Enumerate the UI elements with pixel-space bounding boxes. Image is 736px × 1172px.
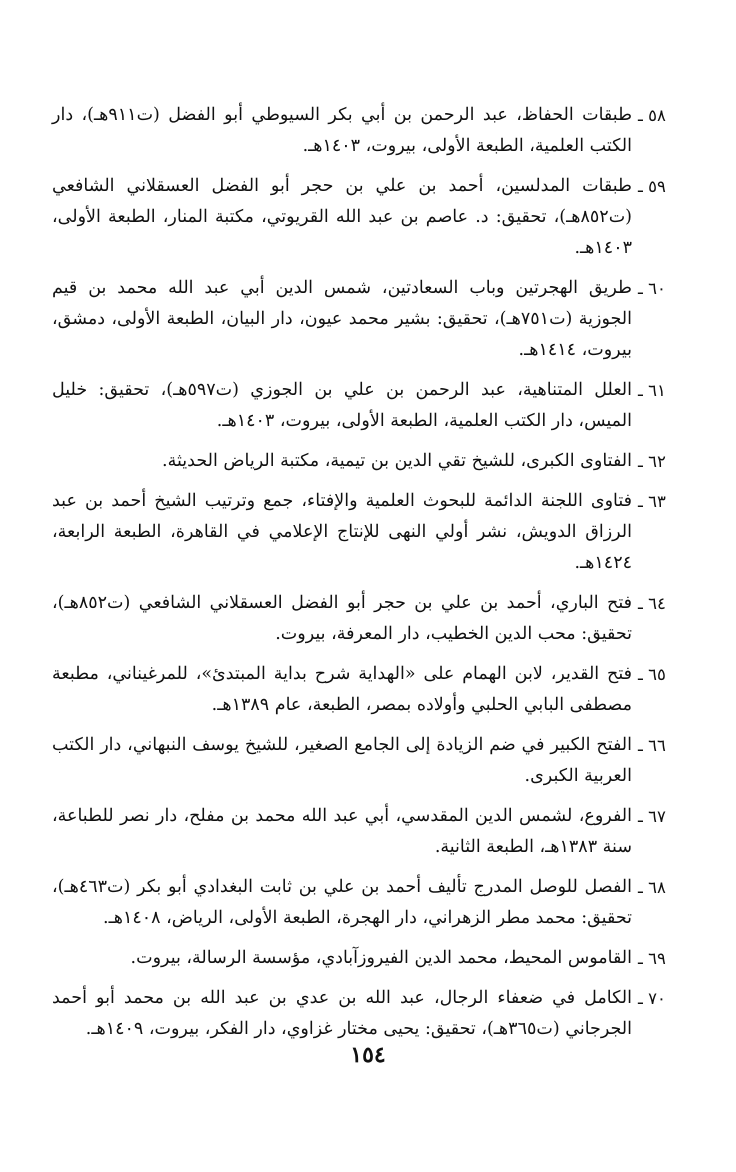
reference-text: الفصل للوصل المدرج تأليف أحمد بن علي بن ثابت البغدادي أبو بكر (ت٤٦٣هـ)، تحقيق: محمد مطر الزهراني، دار الهجرة، الطبعة الأولى، الرياض، ١٤٠٨هـ. — [52, 877, 632, 928]
reference-number: ٦٨ ـ — [638, 878, 666, 897]
reference-number: ٦٩ ـ — [638, 949, 666, 968]
reference-item — [52, 100, 666, 162]
reference-item — [52, 375, 666, 437]
page-number: ١٥٤ — [350, 1042, 386, 1068]
reference-text: فتح القدير، لابن الهمام على «الهداية شرح بداية المبتدئ»، للمرغيناني، مطبعة مصطفى البابي الحلبي وأولاده بمصر، الطبعة، عام ١٣٨٩هـ. — [52, 664, 632, 715]
reference-number: ٦١ ـ — [638, 381, 666, 400]
reference-text: الكامل في ضعفاء الرجال، عبد الله بن عدي بن عبد الله بن محمد أبو أحمد الجرجاني (ت٣٦٥هـ)، تحقيق: يحيى مختار غزاوي، دار الفكر، بيروت، ١٤٠٩هـ. — [52, 988, 632, 1039]
reference-item — [52, 659, 666, 721]
reference-text: الفتح الكبير في ضم الزيادة إلى الجامع الصغير، للشيخ يوسف النبهاني، دار الكتب العربية الكبرى. — [52, 735, 632, 786]
reference-text: فتاوى اللجنة الدائمة للبحوث العلمية والإفتاء، جمع وترتيب الشيخ أحمد بن عبد الرزاق الدويش، نشر أولي النهى للإنتاج الإعلامي في القاهرة، الطبعة الرابعة، ١٤٢٤هـ. — [52, 491, 632, 573]
reference-number: ٦٢ ـ — [638, 452, 666, 471]
reference-item — [52, 486, 666, 579]
reference-number: ٦٠ ـ — [638, 279, 666, 298]
reference-text: طبقات الحفاظ، عبد الرحمن بن أبي بكر السيوطي أبو الفضل (ت٩١١هـ)، دار الكتب العلمية، الطبعة الأولى، بيروت، ١٤٠٣هـ. — [52, 105, 632, 156]
reference-number: ٦٧ ـ — [638, 807, 666, 826]
reference-text: الفتاوى الكبرى، للشيخ تقي الدين بن تيمية، مكتبة الرياض الحديثة. — [162, 451, 632, 471]
reference-item — [52, 872, 666, 934]
reference-item — [52, 943, 666, 974]
reference-list — [52, 100, 666, 1054]
reference-text: الفروع، لشمس الدين المقدسي، أبي عبد الله محمد بن مفلح، دار نصر للطباعة، سنة ١٣٨٣هـ، الطبعة الثانية. — [52, 806, 632, 857]
reference-number: ٥٨ ـ — [638, 106, 666, 125]
reference-text: العلل المتناهية، عبد الرحمن بن علي بن الجوزي (ت٥٩٧هـ)، تحقيق: خليل الميس، دار الكتب العلمية، الطبعة الأولى، بيروت، ١٤٠٣هـ. — [52, 380, 632, 431]
reference-item — [52, 446, 666, 477]
reference-number: ٦٦ ـ — [638, 736, 666, 755]
reference-text: طريق الهجرتين وباب السعادتين، شمس الدين أبي عبد الله محمد بن قيم الجوزية (ت٧٥١هـ)، تحقيق: بشير محمد عيون، دار البيان، الطبعة الأولى، دمشق، بيروت، ١٤١٤هـ. — [52, 278, 632, 360]
reference-item — [52, 730, 666, 792]
reference-item — [52, 171, 666, 264]
reference-item — [52, 588, 666, 650]
reference-number: ٥٩ ـ — [638, 177, 666, 196]
reference-number: ٦٤ ـ — [638, 594, 666, 613]
reference-number: ٦٥ ـ — [638, 665, 666, 684]
reference-item — [52, 983, 666, 1045]
reference-number: ٦٣ ـ — [638, 492, 666, 511]
reference-item — [52, 273, 666, 366]
reference-text: طبقات المدلسين، أحمد بن علي بن حجر أبو الفضل العسقلاني الشافعي (ت٨٥٢هـ)، تحقيق: د. عاصم بن عبد الله القريوتي، مكتبة المنار، الطبعة الأولى، ١٤٠٣هـ. — [52, 176, 632, 258]
reference-number: ٧٠ ـ — [638, 989, 666, 1008]
reference-item — [52, 801, 666, 863]
reference-text: فتح الباري، أحمد بن علي بن حجر أبو الفضل العسقلاني الشافعي (ت٨٥٢هـ)، تحقيق: محب الدين الخطيب، دار المعرفة، بيروت. — [52, 593, 632, 644]
reference-text: القاموس المحيط، محمد الدين الفيروزآبادي، مؤسسة الرسالة، بيروت. — [130, 948, 632, 968]
